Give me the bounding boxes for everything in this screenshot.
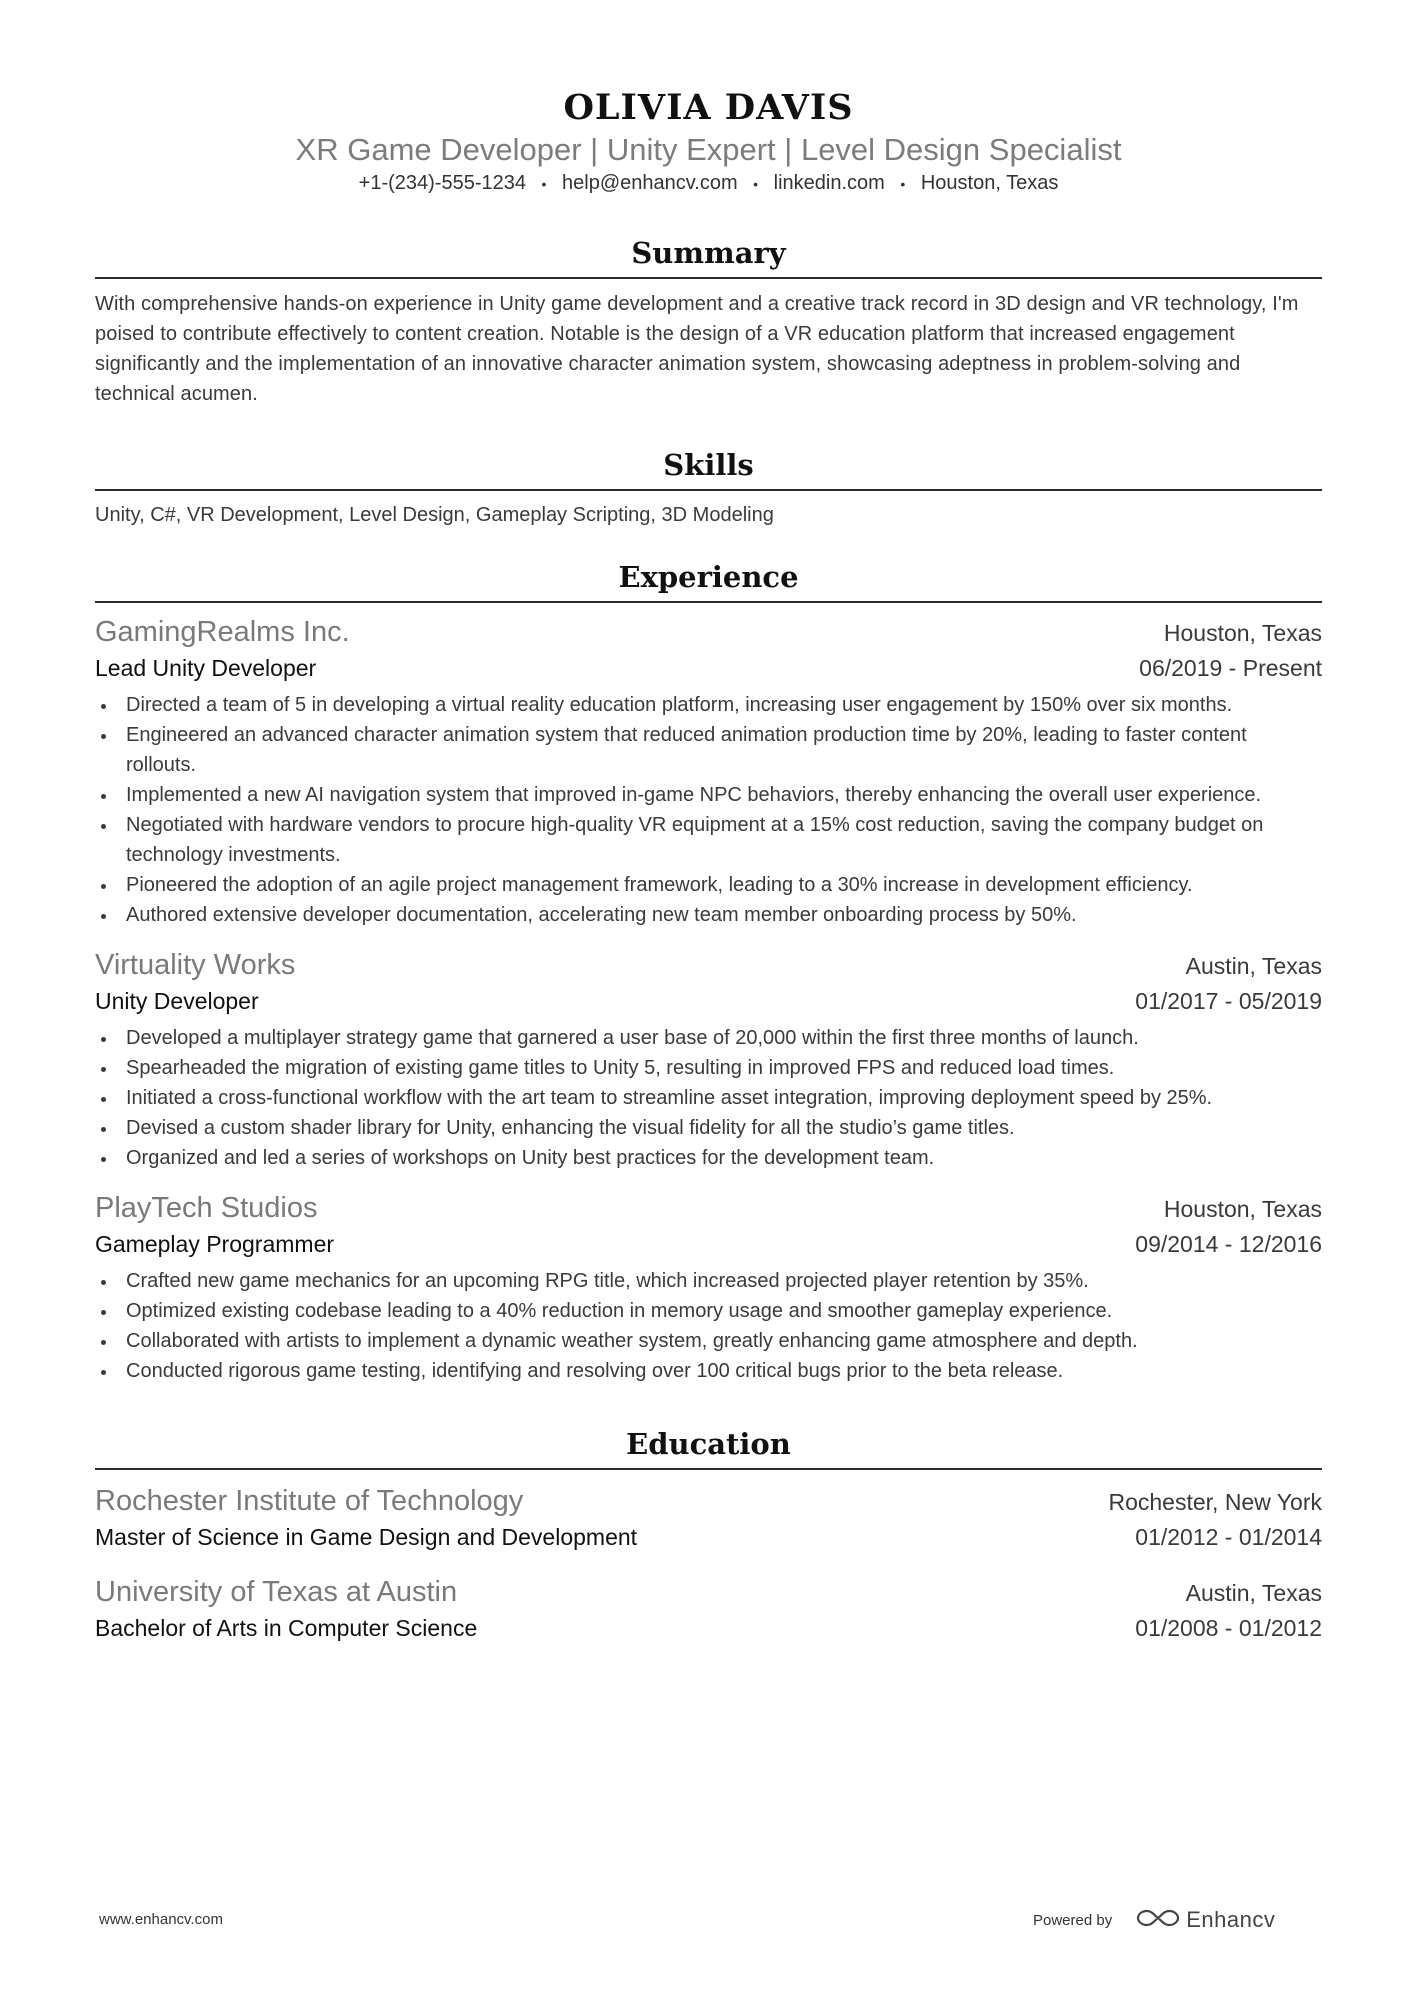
school-location: Rochester, New York bbox=[1108, 1488, 1322, 1515]
job-location: Austin, Texas bbox=[1185, 952, 1322, 979]
powered-by-label: Powered by bbox=[1033, 1911, 1113, 1929]
email-link[interactable]: help@enhancv.com bbox=[562, 172, 738, 194]
section-heading-skills: Skills bbox=[95, 447, 1322, 491]
company-name: GamingRealms Inc. bbox=[95, 615, 350, 648]
achievement-item: Implemented a new AI navigation system that improved in-game NPC behaviors, thereby enhancing the overall user experience. bbox=[95, 780, 1322, 810]
achievement-list bbox=[95, 1266, 1322, 1386]
company-name: PlayTech Studios bbox=[95, 1191, 318, 1224]
company-name: Virtuality Works bbox=[95, 948, 296, 981]
contact-separator: • bbox=[541, 175, 547, 192]
degree-name: Master of Science in Game Design and Development bbox=[95, 1523, 638, 1550]
achievement-item: Collaborated with artists to implement a dynamic weather system, greatly enhancing game atmosphere and depth. bbox=[95, 1326, 1322, 1356]
school-name: Rochester Institute of Technology bbox=[95, 1484, 524, 1517]
resume-page bbox=[95, 0, 1322, 1644]
linkedin-link[interactable]: linkedin.com bbox=[773, 172, 885, 194]
footer-url-link[interactable]: www.enhancv.com bbox=[99, 1911, 223, 1928]
contact-separator: • bbox=[900, 175, 906, 192]
job-dates: 06/2019 - Present bbox=[1139, 654, 1322, 681]
achievement-item: Pioneered the adoption of an agile project management framework, leading to a 30% increase in development efficiency. bbox=[95, 870, 1322, 900]
brand-name: Enhancv bbox=[1186, 1907, 1276, 1932]
location: Houston, Texas bbox=[920, 172, 1059, 194]
school-location: Austin, Texas bbox=[1185, 1579, 1322, 1606]
section-heading-education: Education bbox=[95, 1426, 1322, 1470]
school-name: University of Texas at Austin bbox=[95, 1575, 458, 1608]
section-heading-experience: Experience bbox=[95, 559, 1322, 603]
contact-line bbox=[95, 170, 1322, 197]
page-footer bbox=[0, 1905, 1410, 1935]
summary-text: With comprehensive hands-on experience in Unity game development and a creative track record in 3D design and VR technology, I'm poised to contribute effectively to content creation. Notable is the design of a VR education platform that increased engagement significantly and the implementation of an innovative character animation system, showcasing adeptness in problem-solving and technical acumen. bbox=[95, 292, 1299, 405]
education-entry bbox=[95, 1573, 1322, 1644]
resume-header bbox=[95, 0, 1322, 197]
section-heading-summary: Summary bbox=[95, 235, 1322, 279]
contact-separator: • bbox=[753, 175, 759, 192]
degree-name: Bachelor of Arts in Computer Science bbox=[95, 1614, 478, 1641]
job-dates: 09/2014 - 12/2016 bbox=[1135, 1230, 1322, 1257]
achievement-list bbox=[95, 1023, 1322, 1173]
education-dates: 01/2008 - 01/2012 bbox=[1135, 1614, 1322, 1641]
skills-section bbox=[95, 447, 1322, 529]
achievement-item: Crafted new game mechanics for an upcoming RPG title, which increased projected player retention by 35%. bbox=[95, 1266, 1322, 1296]
experience-section bbox=[95, 559, 1322, 1386]
phone-number: +1-(234)-555-1234 bbox=[358, 172, 526, 194]
achievement-item: Optimized existing codebase leading to a 40% reduction in memory usage and smoother gameplay experience. bbox=[95, 1296, 1322, 1326]
candidate-name: OLIVIA DAVIS bbox=[563, 87, 854, 128]
job-location: Houston, Texas bbox=[1163, 619, 1322, 646]
job-role: Gameplay Programmer bbox=[95, 1230, 335, 1257]
enhancv-logo-icon bbox=[1136, 1907, 1180, 1934]
achievement-item: Initiated a cross-functional workflow with the art team to streamline asset integration, improving deployment speed by 25%. bbox=[95, 1083, 1322, 1113]
achievement-item: Authored extensive developer documentation, accelerating new team member onboarding process by 50%. bbox=[95, 900, 1322, 930]
job-role: Lead Unity Developer bbox=[95, 654, 317, 681]
skills-list: Unity, C#, VR Development, Level Design, Gameplay Scripting, 3D Modeling bbox=[95, 503, 774, 526]
summary-section bbox=[95, 235, 1322, 409]
job-location: Houston, Texas bbox=[1163, 1195, 1322, 1222]
achievement-item: Conducted rigorous game testing, identifying and resolving over 100 critical bugs prior to the beta release. bbox=[95, 1356, 1322, 1386]
achievement-item: Developed a multiplayer strategy game that garnered a user base of 20,000 within the first three months of launch. bbox=[95, 1023, 1322, 1053]
experience-entry bbox=[95, 1189, 1322, 1386]
achievement-item: Engineered an advanced character animation system that reduced animation production time by 20%, leading to faster content rollouts. bbox=[95, 720, 1322, 780]
achievement-item: Directed a team of 5 in developing a virtual reality education platform, increasing user engagement by 150% over six months. bbox=[95, 690, 1322, 720]
achievement-item: Spearheaded the migration of existing game titles to Unity 5, resulting in improved FPS and reduced load times. bbox=[95, 1053, 1322, 1083]
candidate-title: XR Game Developer | Unity Expert | Level Design Specialist bbox=[295, 132, 1122, 167]
experience-entry bbox=[95, 946, 1322, 1173]
achievement-list bbox=[95, 690, 1322, 930]
powered-by-block[interactable] bbox=[1033, 1905, 1275, 1935]
job-role: Unity Developer bbox=[95, 987, 259, 1014]
achievement-item: Negotiated with hardware vendors to procure high-quality VR equipment at a 15% cost reduction, saving the company budget on technology investments. bbox=[95, 810, 1322, 870]
job-dates: 01/2017 - 05/2019 bbox=[1135, 987, 1322, 1014]
achievement-item: Devised a custom shader library for Unity, enhancing the visual fidelity for all the studio’s game titles. bbox=[95, 1113, 1322, 1143]
education-entry bbox=[95, 1482, 1322, 1553]
achievement-item: Organized and led a series of workshops on Unity best practices for the development team. bbox=[95, 1143, 1322, 1173]
education-dates: 01/2012 - 01/2014 bbox=[1135, 1523, 1322, 1550]
experience-entry bbox=[95, 613, 1322, 930]
education-section bbox=[95, 1426, 1322, 1644]
